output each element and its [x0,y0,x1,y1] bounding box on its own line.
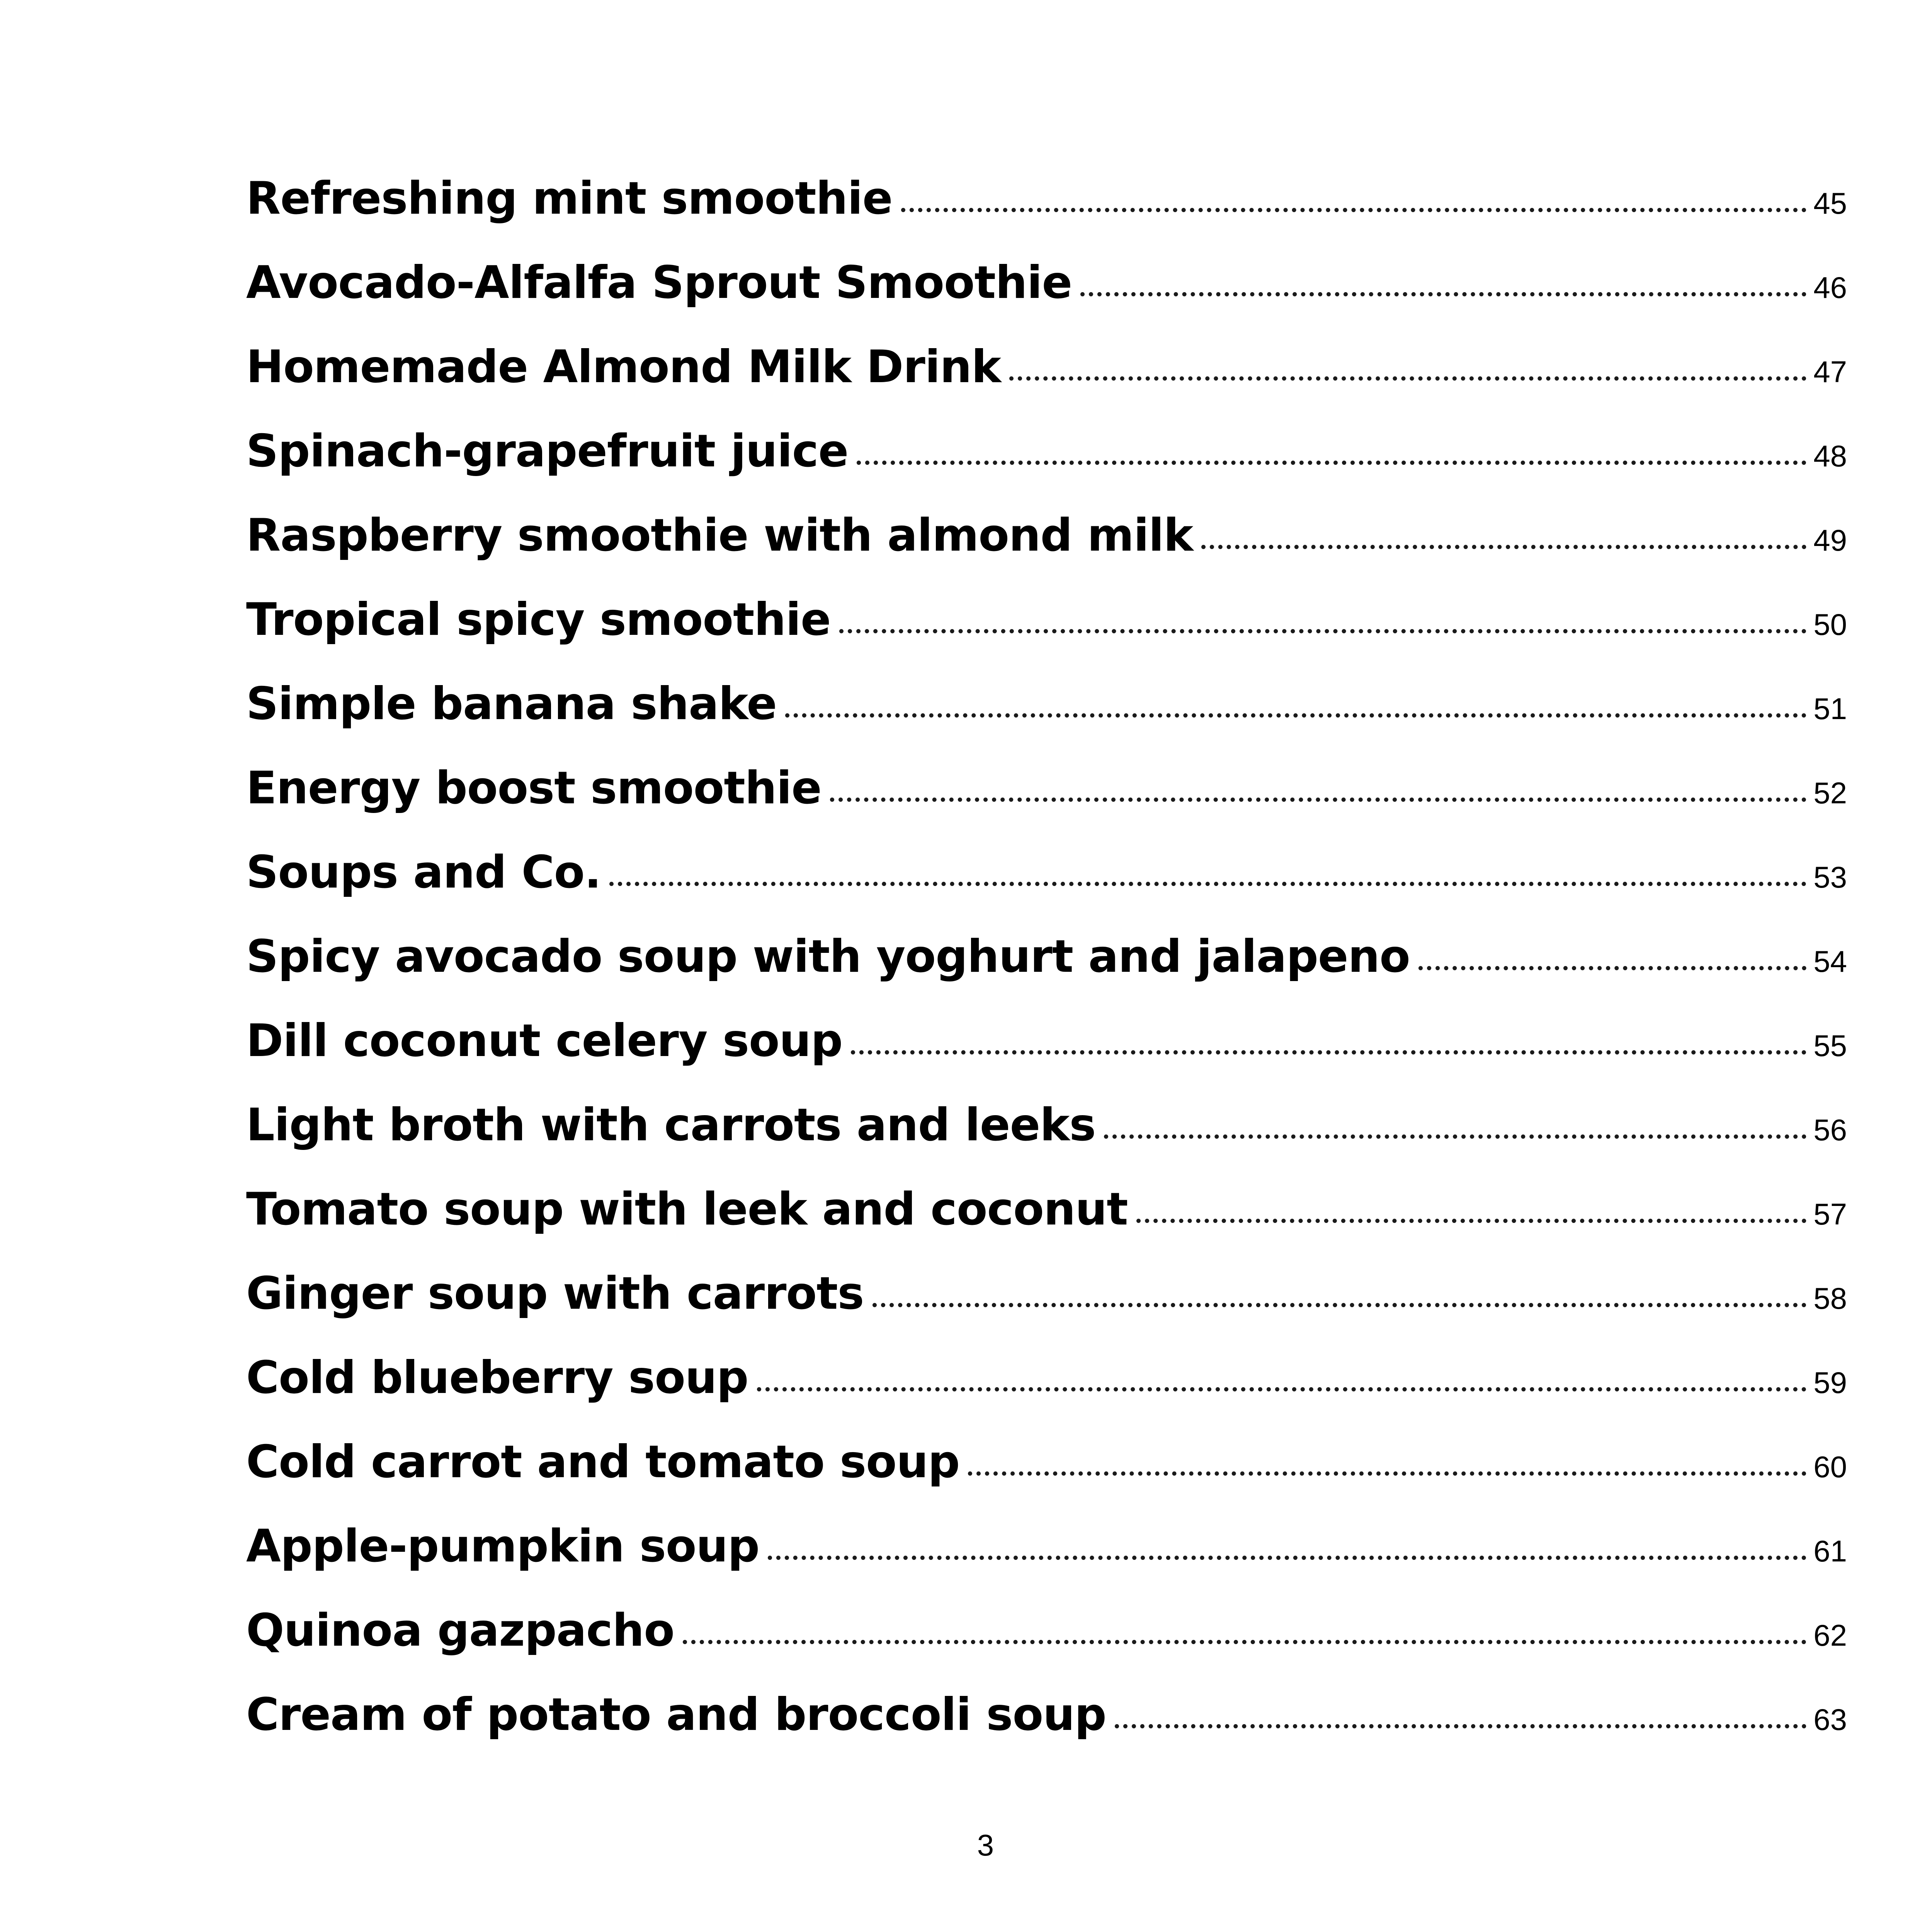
page-number: 3 [977,1828,994,1862]
toc-dot-leader [757,1387,1807,1391]
toc-entry [246,1520,1847,1604]
toc-entry [246,1267,1847,1352]
toc-entry-page: 46 [1813,270,1847,304]
toc-dot-leader [683,1640,1806,1644]
toc-entry-page: 56 [1813,1113,1847,1147]
toc-entry [246,1604,1847,1689]
toc-entry-page: 58 [1813,1281,1847,1315]
toc-entry-page: 49 [1813,523,1847,557]
toc-entry [246,1689,1847,1773]
toc-entry-page: 57 [1813,1197,1847,1231]
toc-entry-title: Spinach-grapefruit juice [246,425,849,477]
toc-entry-title: Avocado-Alfalfa Sprout Smoothie [246,257,1072,309]
toc-entry-page: 59 [1813,1366,1847,1400]
toc-entry [246,930,1847,1015]
toc-entry [246,762,1847,846]
toc-dot-leader [830,798,1806,802]
toc-entry [246,425,1847,509]
toc-dot-leader [857,461,1806,465]
toc-entry-page: 53 [1813,860,1847,894]
toc-entry-title: Homemade Almond Milk Drink [246,341,1001,393]
toc-entry-title: Cold blueberry soup [246,1352,748,1404]
toc-dot-leader [839,629,1807,633]
toc-dot-leader [1201,545,1806,549]
toc-entry-title: Dill coconut celery soup [246,1015,843,1067]
toc-entry-page: 50 [1813,607,1847,641]
toc-entry-title: Raspberry smoothie with almond milk [246,509,1193,561]
toc-entry-page: 60 [1813,1450,1847,1484]
toc-entry-page: 45 [1813,186,1847,220]
toc-entry-page: 61 [1813,1534,1847,1568]
toc-dot-leader [851,1050,1806,1054]
toc-dot-leader [1418,966,1806,970]
toc-entry-page: 52 [1813,776,1847,810]
toc-entry [246,846,1847,930]
toc-entry-title: Soups and Co. [246,846,601,898]
toc-entry [246,172,1847,257]
toc-entry-title: Quinoa gazpacho [246,1604,675,1656]
toc-entry-title: Tomato soup with leek and coconut [246,1183,1128,1235]
toc-entry-title: Cream of potato and broccoli soup [246,1689,1106,1741]
toc-entry-title: Ginger soup with carrots [246,1267,864,1320]
toc-dot-leader [1104,1134,1806,1139]
toc-entry-title: Light broth with carrots and leeks [246,1099,1096,1151]
toc-dot-leader [609,882,1806,886]
toc-entry-title: Energy boost smoothie [246,762,821,814]
toc-entry-page: 47 [1813,355,1847,389]
toc-entry-title: Tropical spicy smoothie [246,594,831,646]
toc-dot-leader [1136,1219,1807,1223]
toc-entry [246,678,1847,762]
toc-dot-leader [785,713,1806,718]
toc-entry [246,1436,1847,1520]
toc-entry-title: Simple banana shake [246,678,777,730]
toc-entry-title: Spicy avocado soup with yoghurt and jalapeno [246,930,1410,983]
toc-entry-title: Refreshing mint smoothie [246,172,893,224]
toc-entry [246,594,1847,678]
toc-entry-page: 55 [1813,1029,1847,1063]
toc-entry-page: 62 [1813,1618,1847,1652]
toc-entry [246,509,1847,594]
toc-entry-page: 54 [1813,944,1847,978]
toc-entry-page: 63 [1813,1702,1847,1736]
toc-entry-page: 51 [1813,692,1847,726]
toc-entry [246,1352,1847,1436]
toc-dot-leader [968,1471,1806,1476]
toc-dot-leader [768,1556,1806,1560]
toc-dot-leader [1080,292,1806,296]
toc-entry-page: 48 [1813,439,1847,473]
toc-entry [246,1015,1847,1099]
toc-dot-leader [1115,1724,1806,1728]
toc-entry [246,1183,1847,1267]
toc-entry [246,257,1847,341]
toc-entry [246,341,1847,425]
table-of-contents [246,172,1847,1773]
toc-dot-leader [901,208,1807,212]
toc-dot-leader [1009,376,1806,381]
toc-dot-leader [872,1303,1807,1307]
toc-entry-title: Apple-pumpkin soup [246,1520,760,1572]
toc-entry-title: Cold carrot and tomato soup [246,1436,960,1488]
toc-entry [246,1099,1847,1183]
